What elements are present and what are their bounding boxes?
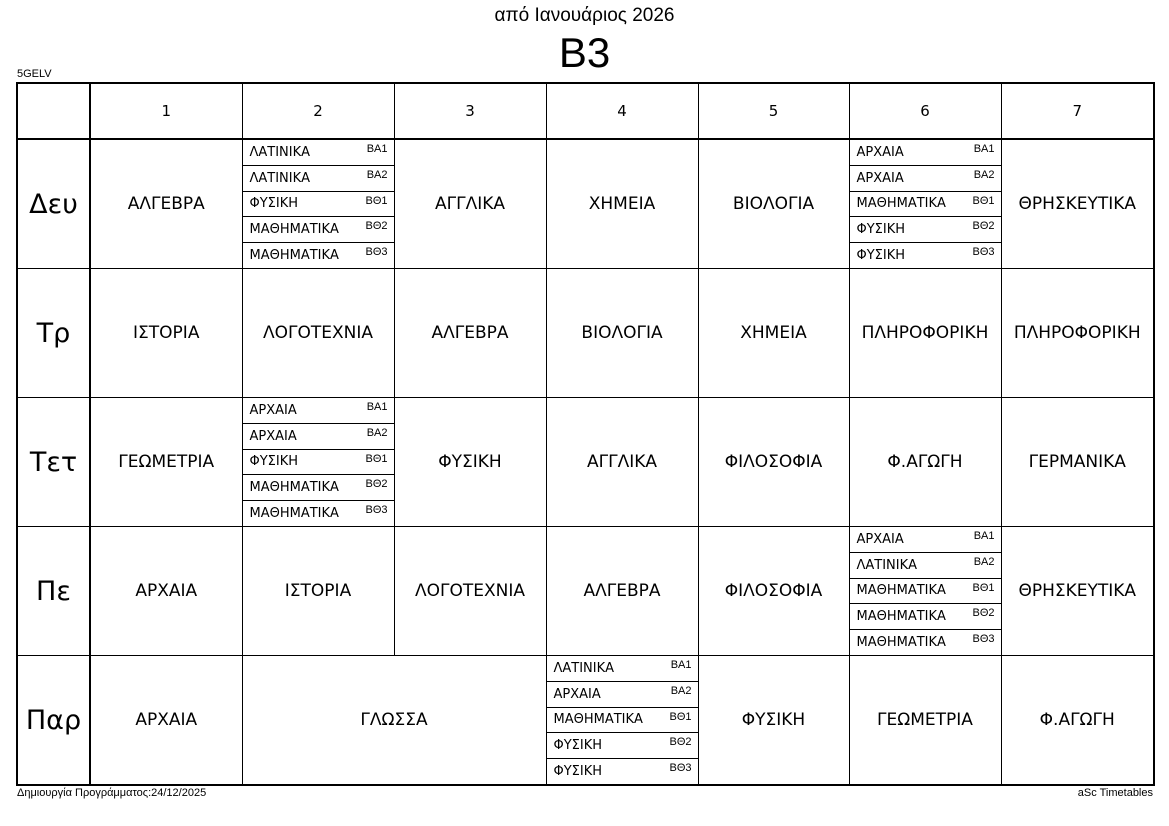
lesson-cell[interactable] <box>1001 656 1154 786</box>
day-name: Παρ <box>17 656 90 786</box>
day-row <box>17 527 1154 656</box>
group-subject: ΜΑΘΗΜΑΤΙΚΑ <box>856 583 946 599</box>
group-subject: ΦΥΣΙΚΗ <box>249 454 299 470</box>
group-lesson[interactable] <box>243 398 394 424</box>
group-subject: ΑΡΧΑΙΑ <box>856 170 904 186</box>
timetable-subtitle: από Ιανουάριος 2026 <box>494 5 675 26</box>
lesson-subject: ΓΕΩΜΕΤΡΙΑ <box>118 452 215 472</box>
lesson-subject: Φ.ΑΓΩΓΗ <box>1039 710 1115 730</box>
lesson-cell[interactable] <box>546 527 698 656</box>
group-lesson[interactable] <box>850 553 1001 579</box>
group-lesson[interactable] <box>243 192 394 218</box>
group-subject: ΦΥΣΙΚΗ <box>856 222 906 238</box>
lesson-subject: ΧΗΜΕΙΑ <box>588 194 656 214</box>
group-subject: ΜΑΘΗΜΑΤΙΚΑ <box>249 222 339 238</box>
split-lesson-cell[interactable] <box>849 527 1001 656</box>
lesson-cell[interactable] <box>242 656 546 786</box>
group-subject: ΜΑΘΗΜΑΤΙΚΑ <box>249 248 339 264</box>
group-code: BA2 <box>670 684 692 697</box>
group-lesson[interactable] <box>547 733 698 759</box>
group-code: BΘ2 <box>669 736 692 749</box>
lesson-cell[interactable] <box>90 398 242 527</box>
lesson-subject: ΑΛΓΕΒΡΑ <box>431 323 509 343</box>
lesson-subject: ΠΛΗΡΟΦΟΡΙΚΗ <box>861 323 989 343</box>
group-lesson[interactable] <box>547 708 698 734</box>
school-code: 5GELV <box>17 68 52 80</box>
lesson-subject: ΛΟΓΟΤΕΧΝΙΑ <box>263 323 373 343</box>
group-subject: ΦΥΣΙΚΗ <box>249 196 299 212</box>
split-lesson-cell[interactable] <box>849 139 1001 269</box>
lesson-subject: ΑΡΧΑΙΑ <box>135 710 198 730</box>
lesson-cell[interactable] <box>1001 139 1154 269</box>
lesson-subject: ΒΙΟΛΟΓΙΑ <box>581 323 663 343</box>
group-subject: ΦΥΣΙΚΗ <box>856 248 906 264</box>
group-lesson[interactable] <box>243 424 394 450</box>
group-lesson[interactable] <box>850 630 1001 655</box>
group-code: BA2 <box>366 426 388 439</box>
group-subject: ΛΑΤΙΝΙΚΑ <box>856 557 918 573</box>
group-list <box>243 140 394 268</box>
split-lesson-cell[interactable] <box>242 139 394 269</box>
lesson-cell[interactable] <box>1001 269 1154 398</box>
group-code: BΘ1 <box>365 452 388 465</box>
lesson-subject: ΑΓΓΛΙΚΑ <box>435 194 505 214</box>
lesson-cell[interactable] <box>394 139 546 269</box>
group-lesson[interactable] <box>850 527 1001 553</box>
lesson-cell[interactable] <box>698 656 849 786</box>
group-subject: ΜΑΘΗΜΑΤΙΚΑ <box>856 635 946 651</box>
lesson-subject: ΠΛΗΡΟΦΟΡΙΚΗ <box>1013 323 1141 343</box>
group-code: BΘ2 <box>972 220 995 233</box>
lesson-subject: ΑΓΓΛΙΚΑ <box>587 452 657 472</box>
group-list <box>547 656 698 784</box>
group-code: BΘ3 <box>365 504 388 517</box>
lesson-cell[interactable] <box>849 398 1001 527</box>
group-lesson[interactable] <box>243 166 394 192</box>
timetable-body <box>17 83 1154 785</box>
lesson-subject: ΧΗΜΕΙΑ <box>740 323 807 343</box>
group-list <box>243 398 394 526</box>
day-row <box>17 269 1154 398</box>
lesson-cell[interactable] <box>90 139 242 269</box>
lesson-subject: ΙΣΤΟΡΙΑ <box>284 581 352 601</box>
group-subject: ΑΡΧΑΙΑ <box>553 686 601 702</box>
group-code: BA1 <box>973 530 995 542</box>
group-code: BA1 <box>366 401 388 413</box>
period-header: 1 <box>90 83 242 139</box>
lesson-subject: ΘΡΗΣΚΕΥΤΙΚΑ <box>1018 194 1137 214</box>
class-title: B3 <box>558 29 611 76</box>
group-subject: ΜΑΘΗΜΑΤΙΚΑ <box>856 609 946 625</box>
group-lesson[interactable] <box>243 450 394 476</box>
group-lesson[interactable] <box>547 682 698 708</box>
lesson-cell[interactable] <box>1001 527 1154 656</box>
group-subject: ΛΑΤΙΝΙΚΑ <box>553 660 615 676</box>
timetable-grid <box>16 82 1155 786</box>
group-code: BΘ3 <box>972 633 995 646</box>
lesson-cell[interactable] <box>698 269 849 398</box>
lesson-subject: ΑΛΓΕΒΡΑ <box>127 194 205 214</box>
lesson-cell[interactable] <box>546 269 698 398</box>
group-lesson[interactable] <box>850 140 1001 166</box>
group-subject: ΛΑΤΙΝΙΚΑ <box>249 170 311 186</box>
lesson-subject: ΙΣΤΟΡΙΑ <box>133 323 200 343</box>
lesson-cell[interactable] <box>1001 398 1154 527</box>
lesson-cell[interactable] <box>242 527 394 656</box>
day-name: Δευ <box>17 139 90 269</box>
lesson-subject: ΘΡΗΣΚΕΥΤΙΚΑ <box>1018 581 1137 601</box>
lesson-subject: Φ.ΑΓΩΓΗ <box>887 452 963 472</box>
lesson-cell[interactable] <box>90 656 242 786</box>
group-lesson[interactable] <box>243 140 394 166</box>
lesson-cell[interactable] <box>242 269 394 398</box>
group-code: BA2 <box>973 168 995 181</box>
period-header: 5 <box>698 83 849 139</box>
day-row <box>17 656 1154 786</box>
period-header: 2 <box>242 83 394 139</box>
lesson-cell[interactable] <box>698 527 849 656</box>
period-header: 3 <box>394 83 546 139</box>
group-lesson[interactable] <box>547 759 698 784</box>
group-lesson[interactable] <box>850 192 1001 218</box>
day-name: Τρ <box>17 269 90 398</box>
day-name: Τετ <box>17 398 90 527</box>
group-lesson[interactable] <box>243 243 394 268</box>
group-code: BΘ3 <box>669 762 692 775</box>
period-header: 4 <box>546 83 698 139</box>
group-subject: ΜΑΘΗΜΑΤΙΚΑ <box>856 196 946 212</box>
lesson-cell[interactable] <box>849 269 1001 398</box>
group-code: BA1 <box>670 659 692 671</box>
group-lesson[interactable] <box>243 501 394 526</box>
group-code: BΘ1 <box>972 581 995 594</box>
lesson-subject: ΑΛΓΕΒΡΑ <box>583 581 661 601</box>
group-subject: ΜΑΘΗΜΑΤΙΚΑ <box>249 480 339 496</box>
group-code: BΘ2 <box>365 220 388 233</box>
group-lesson[interactable] <box>850 579 1001 605</box>
group-subject: ΑΡΧΑΙΑ <box>249 402 297 418</box>
group-subject: ΑΡΧΑΙΑ <box>249 428 297 444</box>
day-row <box>17 139 1154 269</box>
lesson-cell[interactable] <box>90 269 242 398</box>
group-code: BΘ3 <box>972 246 995 259</box>
group-lesson[interactable] <box>850 217 1001 243</box>
lesson-cell[interactable] <box>394 398 546 527</box>
group-code: BΘ1 <box>365 194 388 207</box>
group-lesson[interactable] <box>850 166 1001 192</box>
group-subject: ΑΡΧΑΙΑ <box>856 144 904 160</box>
group-code: BΘ2 <box>972 607 995 620</box>
group-subject: ΦΥΣΙΚΗ <box>553 738 603 754</box>
lesson-cell[interactable] <box>698 398 849 527</box>
lesson-cell[interactable] <box>90 527 242 656</box>
lesson-cell[interactable] <box>394 269 546 398</box>
group-code: BΘ2 <box>365 478 388 491</box>
lesson-subject: ΛΟΓΟΤΕΧΝΙΑ <box>415 581 525 601</box>
corner-cell <box>17 83 90 139</box>
period-header: 6 <box>849 83 1001 139</box>
lesson-cell[interactable] <box>698 139 849 269</box>
group-code: BΘ1 <box>669 710 692 723</box>
lesson-subject: ΑΡΧΑΙΑ <box>135 581 198 601</box>
split-lesson-cell[interactable] <box>242 398 394 527</box>
lesson-subject: ΦΥΣΙΚΗ <box>438 452 502 472</box>
group-code: BA2 <box>973 555 995 568</box>
group-subject: ΑΡΧΑΙΑ <box>856 531 904 547</box>
group-code: BΘ3 <box>365 246 388 259</box>
lesson-cell[interactable] <box>546 139 698 269</box>
group-subject: ΜΑΘΗΜΑΤΙΚΑ <box>249 506 339 522</box>
lesson-subject: ΓΛΩΣΣΑ <box>360 710 428 730</box>
group-lesson[interactable] <box>850 604 1001 630</box>
day-row <box>17 398 1154 527</box>
group-code: BA1 <box>366 143 388 155</box>
group-lesson[interactable] <box>243 217 394 243</box>
lesson-cell[interactable] <box>546 398 698 527</box>
lesson-subject: ΦΥΣΙΚΗ <box>741 710 806 730</box>
group-lesson[interactable] <box>547 656 698 682</box>
lesson-subject: ΓΕΩΜΕΤΡΙΑ <box>877 710 973 730</box>
lesson-subject: ΒΙΟΛΟΓΙΑ <box>732 194 815 214</box>
created-date: Δημιουργία Προγράμματος:24/12/2025 <box>17 787 207 799</box>
period-header: 7 <box>1001 83 1154 139</box>
group-code: BA2 <box>366 168 388 181</box>
lesson-subject: ΦΙΛΟΣΟΦΙΑ <box>724 581 823 601</box>
group-subject: ΜΑΘΗΜΑΤΙΚΑ <box>553 712 643 728</box>
group-list <box>850 527 1001 655</box>
group-subject: ΦΥΣΙΚΗ <box>553 764 603 780</box>
group-subject: ΛΑΤΙΝΙΚΑ <box>249 144 311 160</box>
lesson-cell[interactable] <box>394 527 546 656</box>
group-code: BA1 <box>973 143 995 155</box>
split-lesson-cell[interactable] <box>546 656 698 786</box>
lesson-subject: ΓΕΡΜΑΝΙΚΑ <box>1028 452 1126 472</box>
group-lesson[interactable] <box>243 475 394 501</box>
lesson-cell[interactable] <box>849 656 1001 786</box>
day-name: Πε <box>17 527 90 656</box>
group-code: BΘ1 <box>972 194 995 207</box>
period-header-row <box>17 83 1154 139</box>
group-list <box>850 140 1001 268</box>
brand-label: aSc Timetables <box>1077 787 1153 799</box>
lesson-subject: ΦΙΛΟΣΟΦΙΑ <box>724 452 823 472</box>
group-lesson[interactable] <box>850 243 1001 268</box>
